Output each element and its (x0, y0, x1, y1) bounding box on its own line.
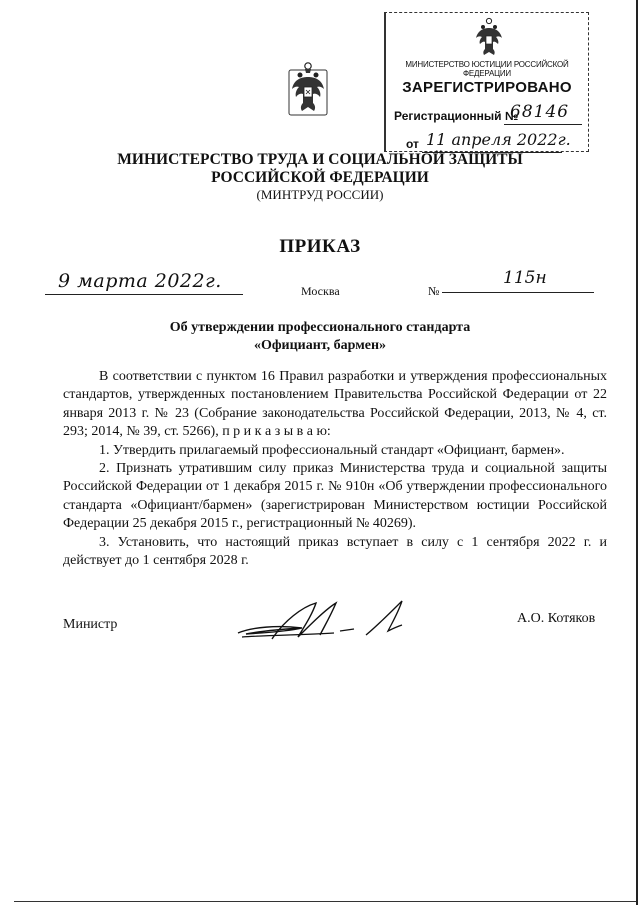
document-type: ПРИКАЗ (279, 236, 361, 257)
stamp-date-label: от (406, 137, 419, 151)
body-paragraph-preamble: В соответствии с пунктом 16 Правил разработки и утверждения профессиональных стандартов, утвержденных постановлением Правительства Российской Федерации от 22 января 2013 г. № 23 (Собрание законодательства Российской Федерации, 2013, № 4, ст. 293; 2014, № 39, ст. 5266), п р и к а з ы в а ю: (63, 369, 607, 440)
order-number: 115н (503, 268, 547, 288)
eagle-emblem-icon (288, 61, 328, 116)
order-subject-line1: Об утверждении профессионального стандарта (169, 320, 471, 335)
ministry-short-name: (МИНТРУД РОССИИ) (256, 187, 384, 202)
order-date-underline (45, 294, 243, 295)
page-edge-bottom (14, 901, 636, 902)
stamp-ministry-name: МИНИСТЕРСТВО ЮСТИЦИИ РОССИЙСКОЙ ФЕДЕРАЦИИ (405, 60, 569, 78)
order-body (63, 368, 607, 570)
stamp-reg-number: 68146 (510, 102, 570, 122)
order-subject-line2: «Официант, бармен» (253, 338, 387, 353)
registration-stamp (384, 12, 589, 152)
order-number-sign: № (428, 284, 440, 298)
ministry-name-line1: МИНИСТЕРСТВО ТРУДА И СОЦИАЛЬНОЙ ЗАЩИТЫ (117, 151, 523, 168)
order-city: Москва (301, 284, 340, 298)
signer-title: Министр (63, 617, 118, 632)
stamp-eagle-icon (473, 17, 505, 57)
page-edge-right (636, 0, 638, 905)
body-paragraph-item2: 2. Признать утратившим силу приказ Министерства труда и социальной защиты Российской Федерации от 1 декабря 2015 г. № 910н «Об утверждении профессионального стандарта «Официант/бармен» (зарегистрирован Министерством юстиции Российской Федерации 25 декабря 2015 г., регистрационный № 40269). (63, 461, 607, 532)
handwritten-signature (232, 595, 410, 650)
body-paragraph-item3: 3. Установить, что настоящий приказ вступает в силу с 1 сентября 2022 г. и действует до 1 сентября 2028 г. (63, 534, 607, 569)
stamp-reg-number-label: Регистрационный № (394, 109, 519, 123)
signer-name: А.О. Котяков (517, 611, 596, 626)
body-paragraph-item1: 1. Утвердить прилагаемый профессиональный стандарт «Официант, бармен». (99, 442, 565, 458)
stamp-status: ЗАРЕГИСТРИРОВАНО (402, 79, 572, 96)
ministry-name-line2: РОССИЙСКОЙ ФЕДЕРАЦИИ (211, 169, 429, 186)
order-number-underline (442, 292, 594, 293)
stamp-reg-number-underline (504, 124, 582, 125)
stamp-date: 11 апреля 2022г. (426, 130, 571, 149)
order-date: 9 марта 2022г. (58, 270, 222, 292)
